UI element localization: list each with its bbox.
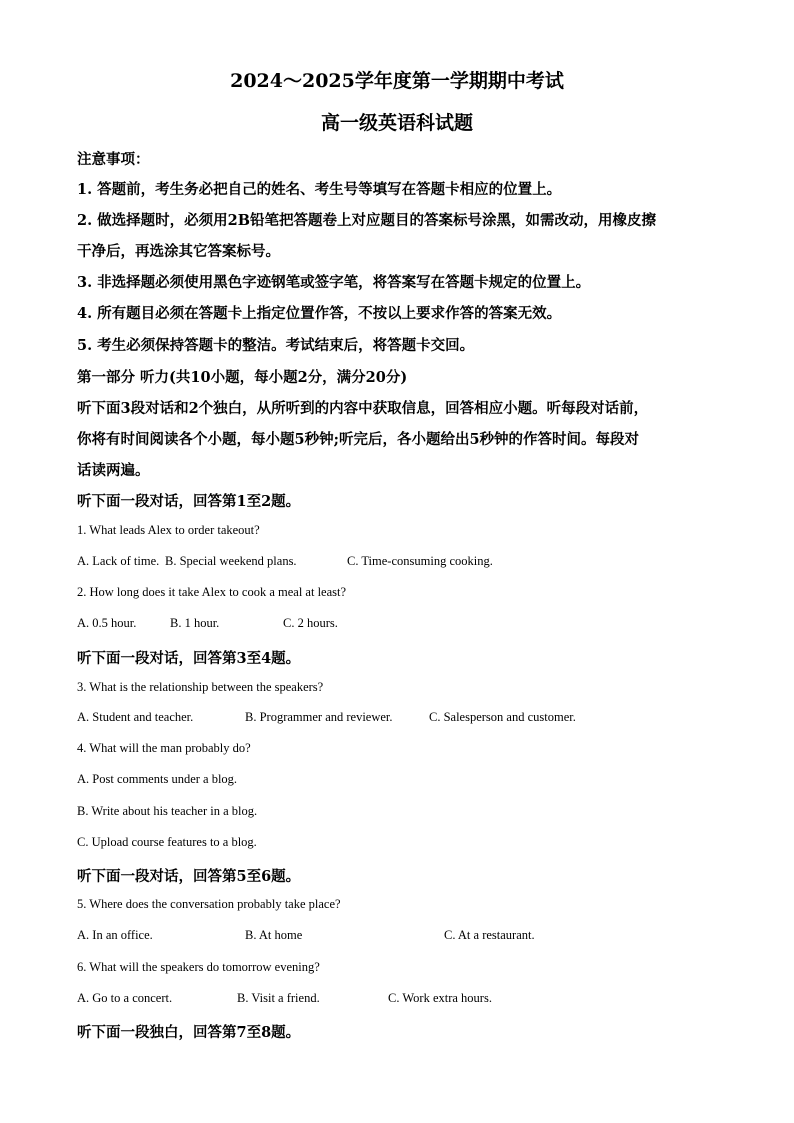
option-b: B. 1 hour. (170, 616, 220, 630)
question-stem: 5. Where does the conversation probably take place? (77, 897, 341, 911)
section-heading: 听下面一段独白，回答第7至8题。 (77, 1024, 301, 1041)
question-stem: 3. What is the relationship between the speakers? (77, 680, 324, 694)
option-a: A. Lack of time. (77, 554, 160, 568)
notice-item: 3. 非选择题必须使用黑色字迹钢笔或签字笔，将答案写在答题卡规定的位置上。 (77, 274, 591, 291)
option-a: A. Go to a concert. (77, 991, 173, 1005)
option-b: B. Visit a friend. (237, 991, 320, 1005)
notice-heading: 注意事项： (77, 151, 150, 168)
option-c: C. Upload course features to a blog. (77, 835, 257, 849)
section-heading: 听下面一段对话，回答第5至6题。 (77, 868, 301, 885)
option-b: B. Special weekend plans. (165, 554, 297, 568)
notice-item: 4. 所有题目必须在答题卡上指定位置作答，不按以上要求作答的答案无效。 (77, 305, 562, 322)
notice-item: 1. 答题前，考生务必把自己的姓名、考生号等填写在答题卡相应的位置上。 (77, 181, 562, 198)
option-c: C. 2 hours. (283, 616, 338, 630)
question-stem: 4. What will the man probably do? (77, 741, 251, 755)
notice-item: 2. 做选择题时，必须用2B铅笔把答题卷上对应题目的答案标号涂黑，如需改动，用橡皮擦 (77, 212, 657, 229)
part1-heading: 第一部分 听力(共10小题，每小题2分，满分20分) (77, 369, 408, 386)
option-c: C. Time-consuming cooking. (347, 554, 493, 568)
option-b: B. At home (245, 928, 303, 942)
option-c: C. At a restaurant. (444, 928, 535, 942)
option-a: A. Student and teacher. (77, 710, 194, 724)
question-stem: 6. What will the speakers do tomorrow evening? (77, 960, 320, 974)
part1-instruction: 听下面3段对话和2个独白，从所听到的内容中获取信息，回答相应小题。听每段对话前， (77, 400, 649, 417)
question-stem: 2. How long does it take Alex to cook a meal at least? (77, 585, 347, 599)
option-b: B. Write about his teacher in a blog. (77, 804, 258, 818)
part1-instruction: 你将有时间阅读各个小题，每小题5秒钟;听完后，各小题给出5秒钟的作答时间。每段对 (77, 431, 640, 448)
section-heading: 听下面一段对话，回答第3至4题。 (77, 650, 301, 667)
exam-title: 2024～2025学年度第一学期期中考试 (230, 70, 564, 92)
option-a: A. 0.5 hour. (77, 616, 137, 630)
notice-item: 干净后，再选涂其它答案标号。 (77, 243, 280, 260)
option-b: B. Programmer and reviewer. (245, 710, 393, 724)
option-a: A. Post comments under a blog. (77, 772, 238, 786)
exam-subtitle: 高一级英语科试题 (320, 112, 473, 134)
option-c: C. Salesperson and customer. (429, 710, 576, 724)
section-heading: 听下面一段对话，回答第1至2题。 (77, 493, 301, 510)
notice-item: 5. 考生必须保持答题卡的整洁。考试结束后，将答题卡交回。 (77, 337, 475, 354)
question-stem: 1. What leads Alex to order takeout? (77, 523, 260, 537)
option-c: C. Work extra hours. (388, 991, 492, 1005)
part1-instruction: 话读两遍。 (77, 462, 150, 479)
option-a: A. In an office. (77, 928, 153, 942)
